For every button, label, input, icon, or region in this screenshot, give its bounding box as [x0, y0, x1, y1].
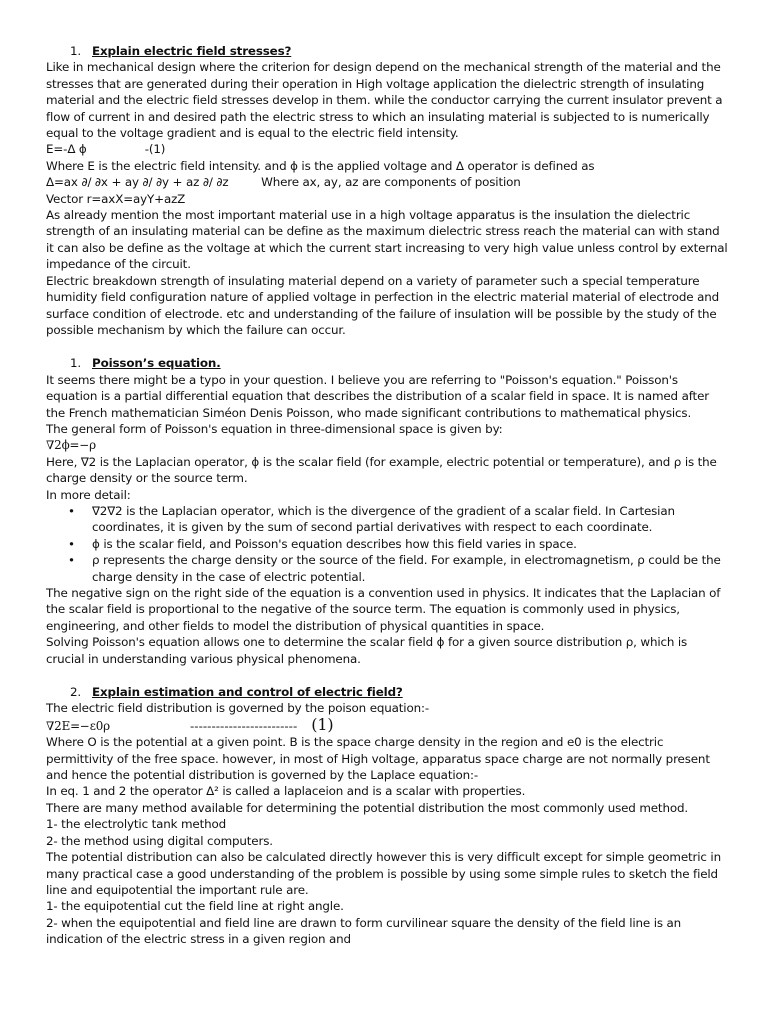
heading-number: 1.	[70, 356, 82, 371]
paragraph: Where E is the electric field intensity. and ϕ is the applied voltage and Δ operator is defined as	[46, 158, 595, 173]
paragraph: Like in mechanical design where the criterion for design depend on the mechanical strength of the material and the stresses that are generated during their operation in High voltage application the dielectric strength of insulating material and the electric field stresses develop in them. while the conductor carrying the current insulator prevent a flow of current in and desired path the electric stress to which an insulating material is subjected to is numerically equal to the voltage gradient and is equal to the electric field intensity.	[46, 60, 723, 141]
paragraph: The general form of Poisson's equation in three-dimensional space is given by:	[46, 421, 503, 436]
formula: ∇2E=−ε0ρ	[46, 718, 110, 733]
list-item: 2- the method using digital computers.	[46, 833, 273, 848]
bullet-icon: •	[68, 503, 75, 518]
heading-title: Explain estimation and control of electric field?	[92, 685, 403, 700]
equation-line: Δ=ax ∂/ ∂x + ay ∂/ ∂y + az ∂/ ∂z Where ax, ay, az are components of position	[46, 175, 521, 190]
heading-title: Explain electric field stresses?	[92, 44, 292, 58]
list-item: 1- the electrolytic tank method	[46, 817, 227, 832]
list-item	[46, 536, 728, 552]
heading-number: 1.	[70, 44, 82, 58]
equation-line: E=-Δ ϕ -(1)	[46, 142, 166, 157]
paragraph: Electric breakdown strength of insulating material depend on a variety of parameter such a special temperature humidity field configuration nature of applied voltage in perfection in the electric material material of electrode and surface condition of electrode. etc and understanding of the failure of insulation will be possible by the study of the possible mechanism by which the failure can occur.	[46, 273, 719, 337]
bullet-list	[46, 503, 728, 585]
bullet-icon: •	[68, 536, 75, 551]
list-item-text: ∇2∇2 is the Laplacian operator, which is the divergence of the gradient of a scalar field. In Cartesian coordinates, it is given by the sum of second partial derivatives with respect to each coordinate.	[92, 503, 675, 535]
list-item-text: ρ represents the charge density or the source of the field. For example, in electromagnetism, ρ could be the charge density in the case of electric potential.	[92, 553, 721, 584]
list-item: 1- the equipotential cut the field line at right angle.	[46, 899, 344, 914]
list-item-text: ϕ is the scalar field, and Poisson's equation describes how this field varies in space.	[92, 536, 577, 551]
formula: ∇2ϕ=−ρ	[46, 438, 96, 453]
bullet-icon: •	[68, 553, 75, 568]
equation-line	[46, 714, 728, 734]
dash-leader: -------------------------	[190, 718, 298, 733]
list-item	[46, 503, 728, 536]
list-item	[46, 552, 728, 585]
heading-title: Poisson’s equation.	[92, 356, 221, 371]
paragraph: In more detail:	[46, 487, 131, 502]
paragraph: The potential distribution can also be calculated directly however this is very difficult except for simple geometric in many practical case a good understanding of the problem is possible by using some simple rules to sketch the field line and equipotential the important rule are.	[46, 850, 721, 897]
paragraph: In eq. 1 and 2 the operator Δ² is called a laplaceion and is a scalar with properties.	[46, 784, 526, 799]
document-page	[46, 43, 728, 948]
paragraph: Where O is the potential at a given point. B is the space charge density in the region and e0 is the electric permittivity of the free space. however, in most of High voltage, apparatus space charge are not normally present and hence the potential distribution is governed by the Laplace equation:-	[46, 735, 710, 783]
heading-number: 2.	[70, 685, 82, 700]
paragraph: As already mention the most important material use in a high voltage apparatus is the insulation the dielectric strength of an insulating material can be define as the maximum dielectric stress reach the material can with stand it can also be define as the voltage at which the current start increasing to very high value unless control by external impedance of the circuit.	[46, 208, 728, 272]
list-item: 2- when the equipotential and field line are drawn to form curvilinear square the density of the field line is an indication of the electric stress in a given region and	[46, 915, 682, 947]
paragraph: The negative sign on the right side of the equation is a convention used in physics. It indicates that the Laplacian of the scalar field is proportional to the negative of the source term. The equation is commonly used in physics, engineering, and other fields to model the distribution of physical quantities in space.	[46, 586, 721, 633]
paragraph: Solving Poisson's equation allows one to determine the scalar field ϕ for a given source distribution ρ, which is crucial in understanding various physical phenomena.	[46, 635, 688, 666]
equation-number: (1)	[311, 714, 334, 734]
paragraph: Here, ∇2 is the Laplacian operator, ϕ is the scalar field (for example, electric potential or temperature), and ρ is the charge density or the source term.	[46, 454, 717, 486]
section-heading-estimation-control	[46, 684, 728, 700]
equation-line: Vector r=axX=ayY+azZ	[46, 191, 186, 206]
paragraph: It seems there might be a typo in your question. I believe you are referring to "Poisson's equation." Poisson's equation is a partial differential equation that describes the distribution of a scalar field in space. It is named after the French mathematician Siméon Denis Poisson, who made significant contributions to mathematical physics.	[46, 372, 709, 420]
paragraph: The electric field distribution is governed by the poison equation:-	[46, 701, 429, 716]
paragraph: There are many method available for determining the potential distribution the most commonly used method.	[46, 800, 688, 815]
section-heading-electric-field-stresses	[46, 43, 728, 59]
section-heading-poissons-equation	[46, 355, 728, 371]
